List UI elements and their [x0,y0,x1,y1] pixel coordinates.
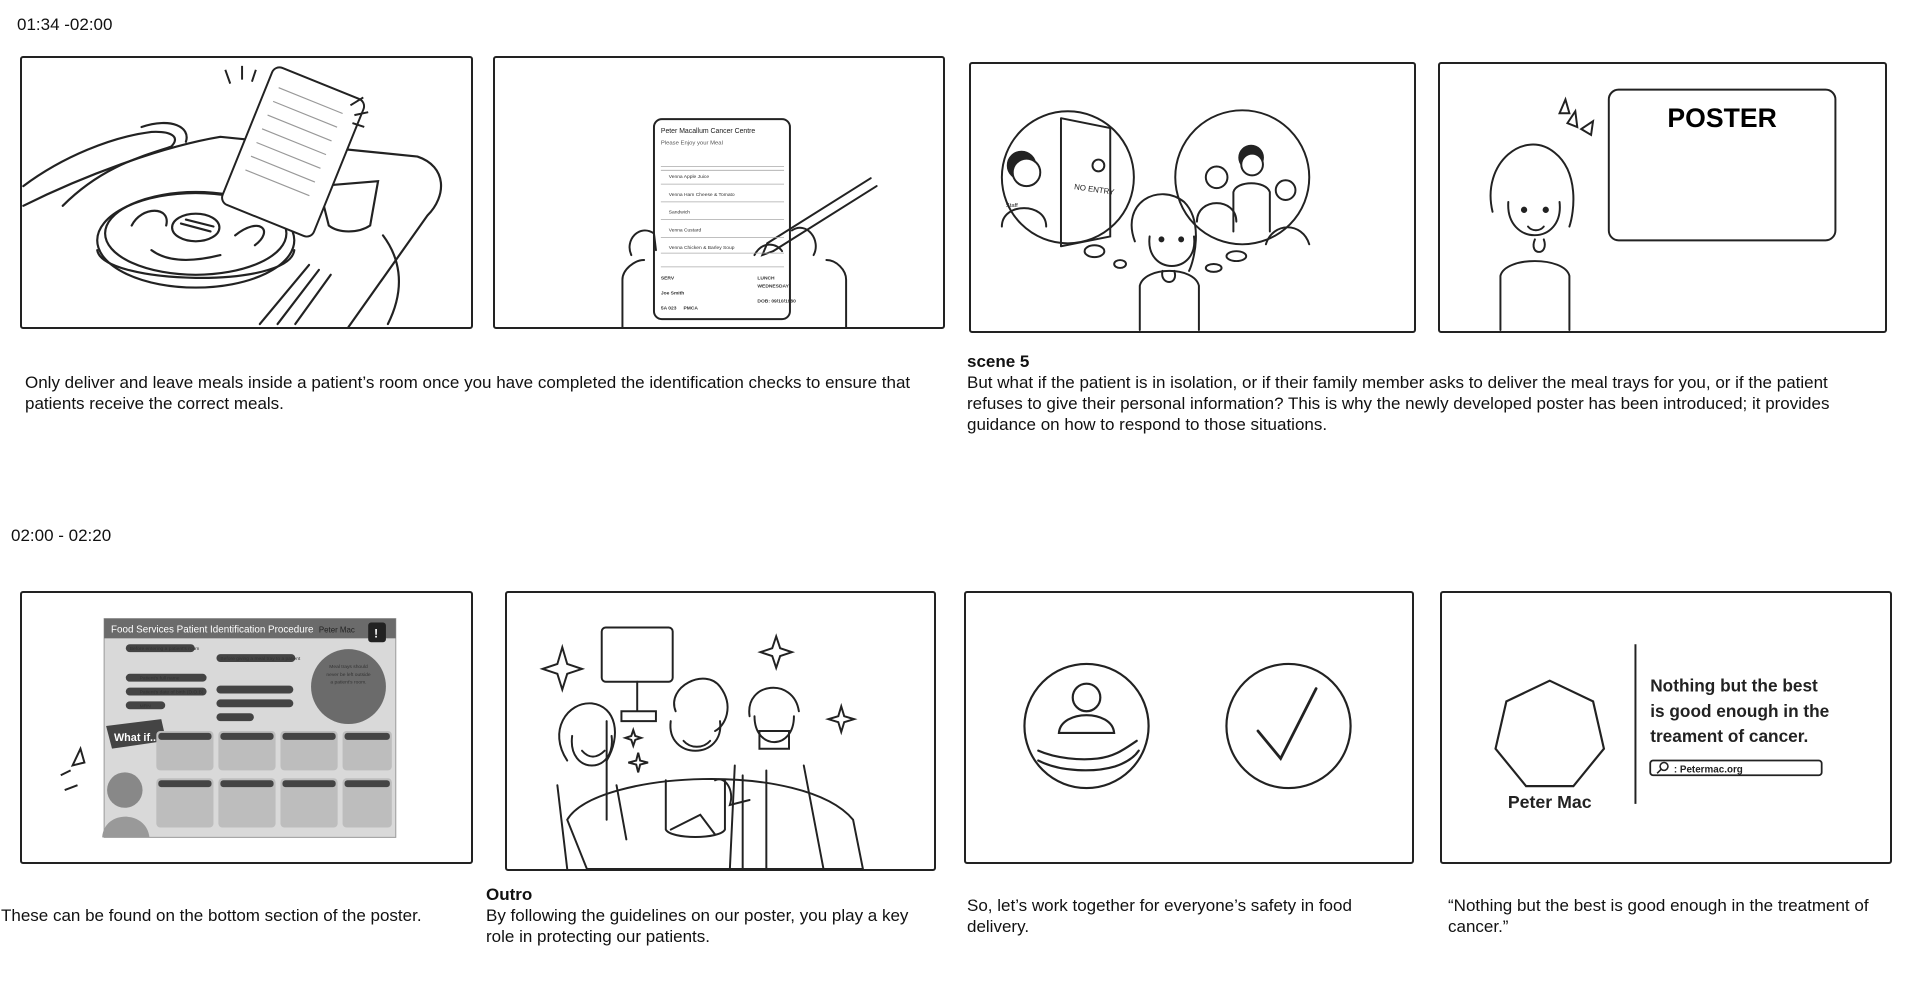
poster-detail-title: Food Services Patient Identification Procedure [111,624,314,636]
caption-scene-5 [967,351,1877,435]
staff-tag-text: Staff [1005,202,1018,209]
peter-mac-logo-icon [1496,681,1604,786]
meal-tray-illustration [22,58,471,327]
door-sign-text: NO ENTRY [1073,182,1115,197]
brand-end-illustration [1442,593,1890,862]
svg-text:Venna Ham Cheese & Tomato: Venna Ham Cheese & Tomato [668,192,735,198]
svg-text:Nothing but the best: Nothing but the best [1650,675,1818,696]
poster-detail-illustration [22,593,471,862]
svg-text:never be left outside: never be left outside [326,672,371,678]
timestamp-scene-1: 01:34 -02:00 [17,15,113,34]
svg-text:a patient's room.: a patient's room. [330,680,367,686]
poster-check-1: Patient's full name [139,676,180,682]
timestamp-scene-2: 02:00 - 02:20 [11,526,112,545]
svg-text:is good enough in the: is good enough in the [1650,701,1830,722]
storyboard-frame-poster-detail [20,591,473,864]
svg-text:Venna Custard: Venna Custard [668,228,702,234]
caption-scene-4: Only deliver and leave meals inside a patient’s room once you have completed the identification checks to ensure that patients receive the correct meals. [25,373,911,413]
poster-box2-title: Before giving a meal tray to a patient [220,657,301,663]
svg-text:LUNCH: LUNCH [757,276,775,282]
svg-text:WEDNESDAY: WEDNESDAY [757,284,789,290]
caption-outro-heading: Outro [486,885,533,904]
caption-teamwork: So, let’s work together for everyone’s safety in food delivery. [967,896,1352,936]
storyboard-frame-poster-idea [1438,62,1887,333]
poster-idea-illustration [1440,64,1885,331]
svg-text:Venna Chicken & Barley Soup: Venna Chicken & Barley Soup [668,246,735,252]
storyboard-frame-menu-card [493,56,945,329]
storyboard-frame-safety-icons [964,591,1414,864]
logo-name: Peter Mac [1507,791,1592,812]
svg-text:PMCA: PMCA [683,306,698,312]
caption-scene-5-heading: scene 5 [967,352,1030,371]
svg-text:treament of cancer.: treament of cancer. [1650,725,1809,746]
storyboard-frame-thinking-scenarios [969,62,1416,333]
poster-label: POSTER [1667,103,1777,134]
caption-outro-text: By following the guidelines on our poster, you play a key role in protecting our patients. [486,906,909,946]
safety-icons-illustration [966,593,1412,862]
svg-text:Joe Smith: Joe Smith [660,291,685,297]
poster-check-3: MRN [139,704,151,710]
thinking-scenarios-illustration [971,64,1414,331]
svg-text:DOB: 09/10/1980: DOB: 09/10/1980 [757,299,796,305]
poster-what-if-callout: What if.. [113,731,157,744]
checkmark-icon [1226,664,1350,788]
storyboard-frame-brand-end [1440,591,1892,864]
caption-outro [486,884,936,947]
svg-text:Sandwich: Sandwich [668,210,691,216]
url-text: : Petermac.org [1673,764,1743,776]
search-icon [1660,762,1668,770]
poster-check-2: Patient's date of birth (D.O.B) [139,690,204,696]
poster-box1-title: Before entering a patient's room [129,647,200,653]
svg-text:Please Enjoy your Meal: Please Enjoy your Meal [660,140,723,147]
menu-card-illustration [495,58,943,327]
caption-poster-bottom: These can be found on the bottom section of the poster. [1,906,422,925]
poster-detail-brand: Peter Mac [318,625,355,635]
outro-patient-illustration [507,593,934,869]
svg-text:5A 023: 5A 023 [660,306,677,312]
svg-text:SERV: SERV [660,276,675,282]
svg-text:Venna Apple Juice: Venna Apple Juice [668,175,710,181]
caption-tagline: “Nothing but the best is good enough in the treatment of cancer.” [1448,896,1869,936]
storyboard-frame-outro-patient [505,591,936,871]
storyboard-frame-meal-tray [20,56,473,329]
caption-scene-5-text: But what if the patient is in isolation, or if their family member asks to deliver the meal trays for you, or if the patient refuses to give their personal information? This is why the newly developed poster has been introduced; it provides guidance on how to respond to those situations. [967,373,1830,434]
svg-text:!: ! [374,626,379,641]
svg-text:Meal trays should: Meal trays should [329,664,368,670]
svg-text:Peter Macallum Cancer Centre: Peter Macallum Cancer Centre [660,127,756,135]
